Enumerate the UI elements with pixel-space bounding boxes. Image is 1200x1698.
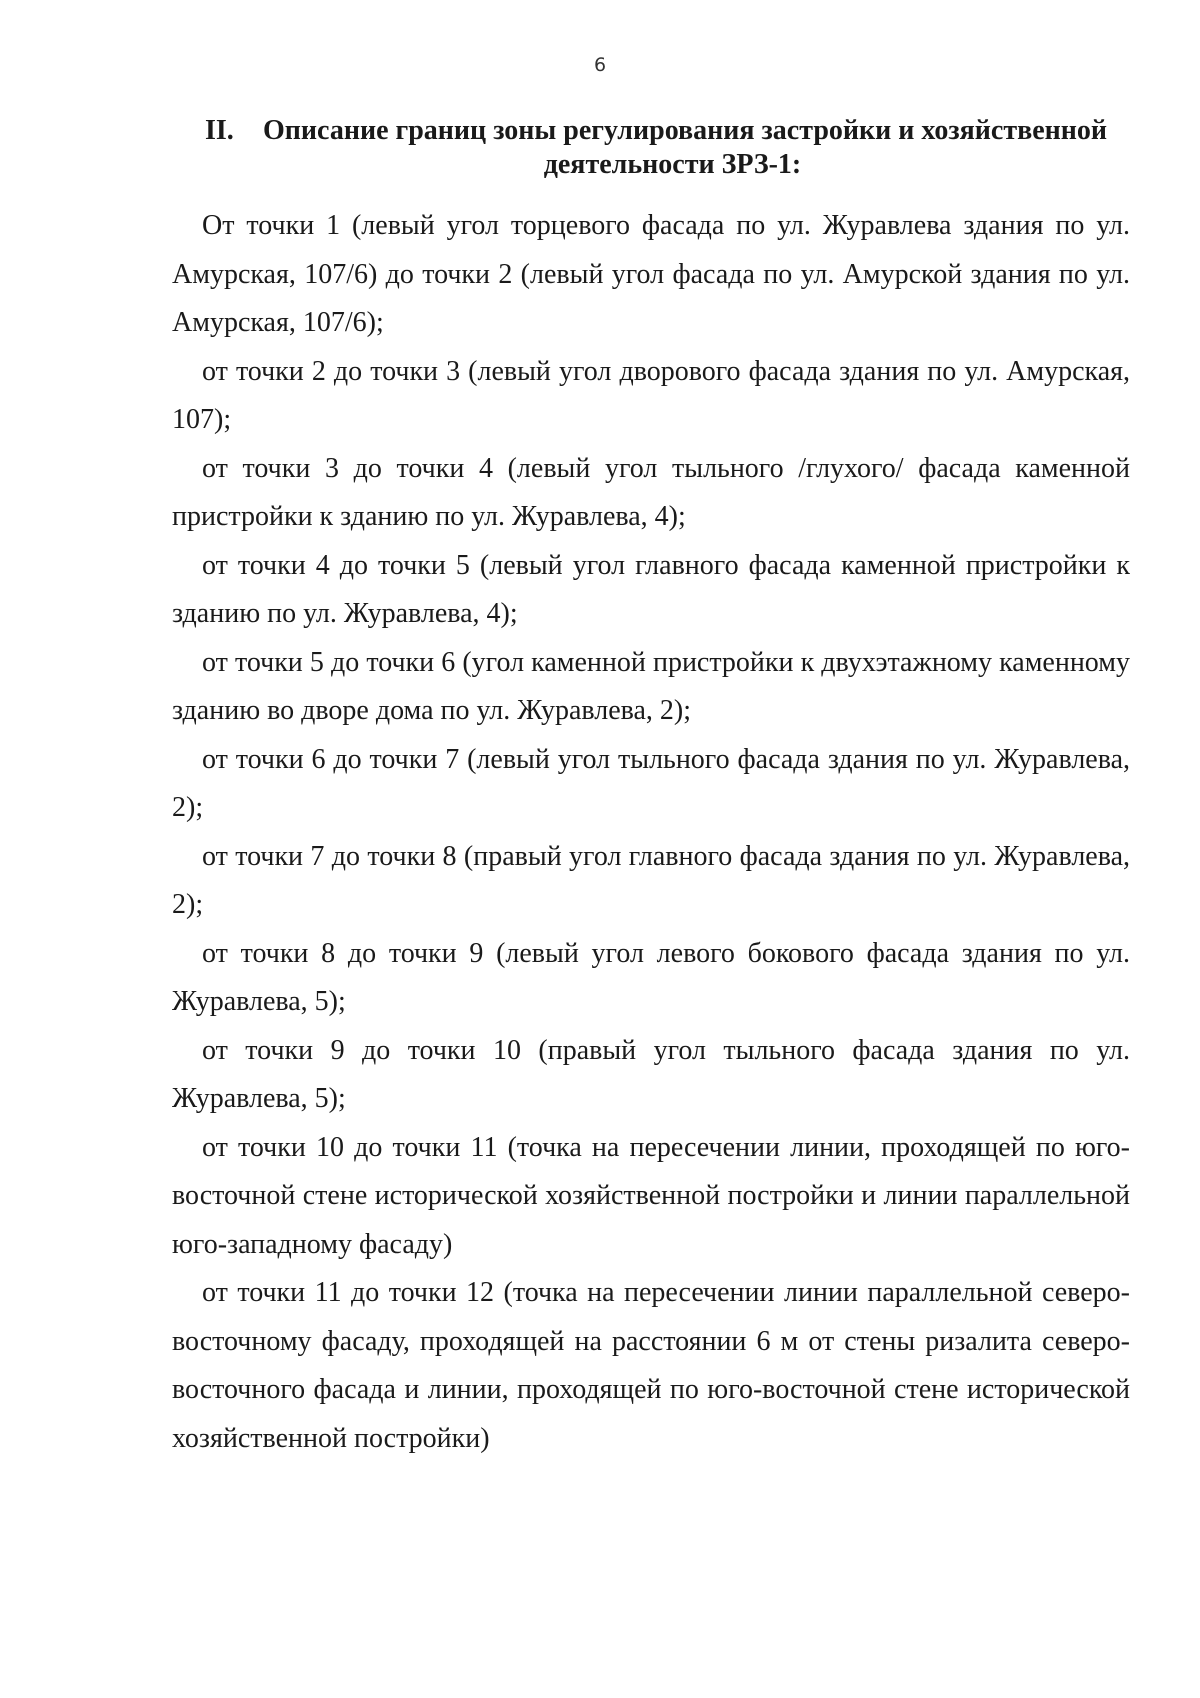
boundary-paragraph-2: от точки 2 до точки 3 (левый угол дворового фасада здания по ул. Амурская, 107); <box>172 355 1130 435</box>
boundary-paragraph-9: от точки 9 до точки 10 (правый угол тыльного фасада здания по ул. Журавлева, 5); <box>172 1034 1130 1114</box>
boundary-paragraph-1: От точки 1 (левый угол торцевого фасада по ул. Журавлева здания по ул. Амурская, 107/6) до точки 2 (левый угол фасада по ул. Амурской здания по ул. Амурская, 107/6); <box>172 210 1130 338</box>
section-heading <box>170 114 1135 182</box>
boundary-paragraph-7: от точки 7 до точки 8 (правый угол главного фасада здания по ул. Журавлева, 2); <box>172 840 1130 920</box>
boundary-paragraph-5: от точки 5 до точки 6 (угол каменной пристройки к двухэтажному каменному зданию во дворе дома по ул. Журавлева, 2); <box>172 646 1130 726</box>
section-title-part2: деятельности ЗРЗ-1: <box>543 149 802 180</box>
document-body <box>172 202 1130 1463</box>
page-number: 6 <box>593 54 607 76</box>
boundary-paragraph-11: от точки 11 до точки 12 (точка на пересечении линии параллельной северо-восточному фасаду, проходящей на расстоянии 6 м от стены ризалита северо-восточного фасада и линии, проходящей по юго-восточной стене исторической хозяйственной постройки) <box>172 1277 1130 1454</box>
boundary-paragraph-6: от точки 6 до точки 7 (левый угол тыльного фасада здания по ул. Журавлева, 2); <box>172 743 1130 823</box>
boundary-paragraph-4: от точки 4 до точки 5 (левый угол главного фасада каменной пристройки к зданию по ул. Журавлева, 4); <box>172 549 1130 629</box>
section-numeral: II. <box>205 115 234 146</box>
section-heading-line1 <box>170 114 1135 148</box>
boundary-paragraph-10: от точки 10 до точки 11 (точка на пересечении линии, проходящей по юго-восточной стене исторической хозяйственной постройки и линии параллельной юго-западному фасаду) <box>172 1131 1130 1260</box>
boundary-paragraph-3: от точки 3 до точки 4 (левый угол тыльного /глухого/ фасада каменной пристройки к зданию по ул. Журавлева, 4); <box>172 452 1130 532</box>
boundary-paragraph-8: от точки 8 до точки 9 (левый угол левого бокового фасада здания по ул. Журавлева, 5); <box>172 937 1130 1017</box>
section-title-part1: Описание границ зоны регулирования застройки и хозяйственной <box>263 115 1108 146</box>
